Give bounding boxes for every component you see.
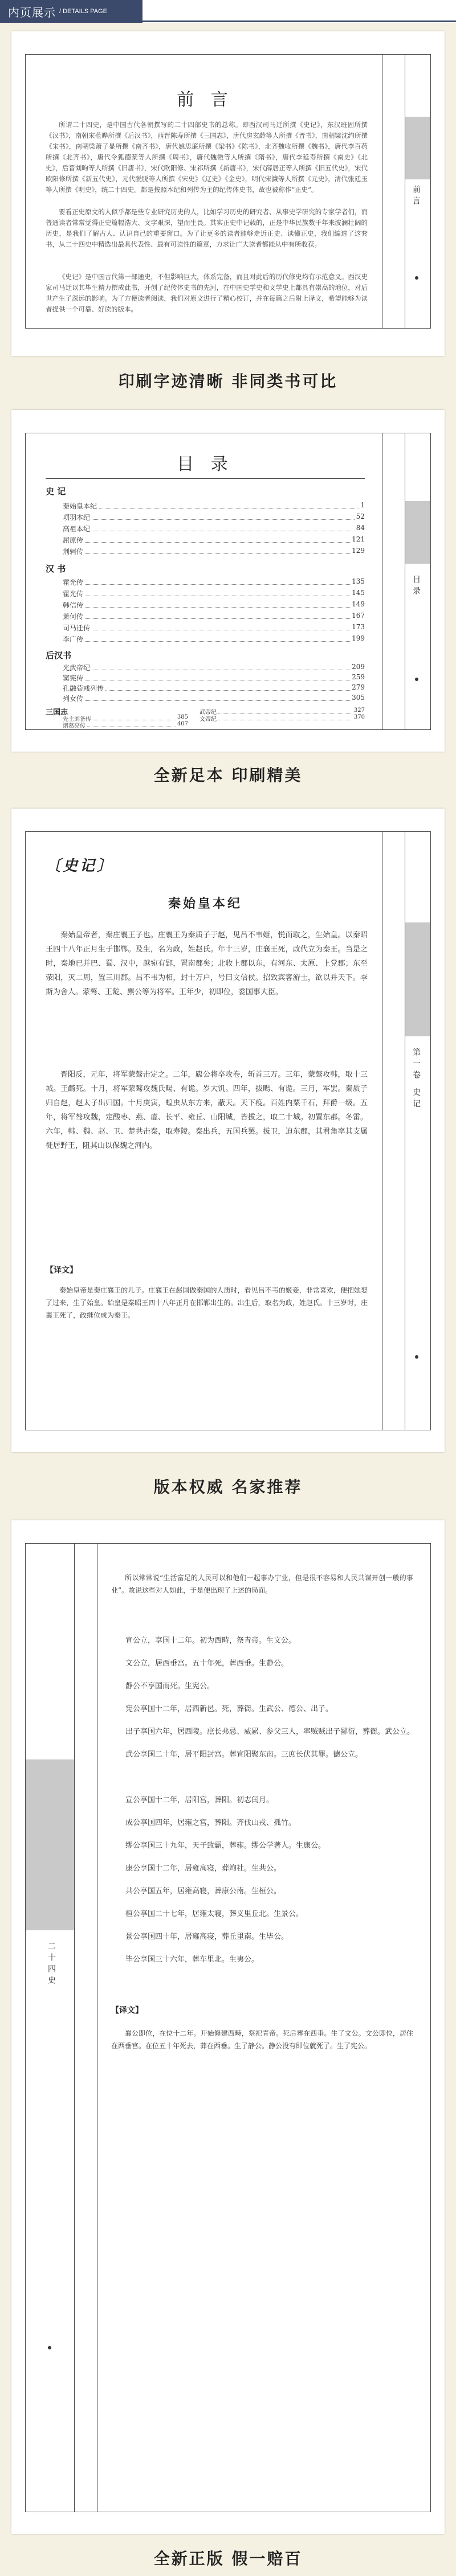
reign-line: 宪公享国十二年，居西新邑。死，葬衙。生武公、德公、出子。 <box>125 1705 333 1713</box>
toc-section: 汉 书 <box>46 564 66 574</box>
spine-label: 目录 <box>412 575 421 598</box>
reign-line: 武公享国二十年，居平阳封宫。葬宣阳聚东南。三庶长伏其罪。德公立。 <box>125 1750 363 1759</box>
translation-heading: 【译文】 <box>46 1266 78 1275</box>
toc-label: 武帝纪 <box>199 709 217 716</box>
translation-heading: 【译文】 <box>111 2006 143 2015</box>
preface-paragraph: 所谓二十四史，是中国古代各朝撰写的二十四部史书的总称。即西汉司马迁所撰《史记》，东汉班固所撰《汉书》，南朝宋范晔所撰《后汉书》，西晋陈寿所撰《三国志》，唐代房玄龄等人所撰《晋书》，南朝梁沈约所撰《宋书》，南朝梁萧子显所撰《南齐书》，唐代姚思廉所撰《梁书》《陈书》，北齐魏收所撰《魏书》，唐代李百药所撰《北齐书》，唐代令狐德棻等人所撰《周书》，唐代魏徵等人所撰《隋书》，唐代李延寿所撰《南史》《北史》，后晋刘昫等人所撰《旧唐书》，宋代欧阳修、宋祁所撰《新唐书》，宋代薛居正等人所撰《旧五代史》，宋代欧阳修所撰《新五代史》，元代脱脱等人所撰《宋史》《辽史》《金史》，明代宋濂等人所撰《元史》，清代张廷玉等人所撰《明史》，统二十四史。都是按照本纪和列传为主的纪传体史书，故也被称作“正史”。 <box>46 121 368 194</box>
translation-text: 襄公即位，在位十二年。开始修建西畤，祭祀青帝。死后葬在西垂。生了文公。文公即位，居住在西垂宫。在位五十年死去，葬在西垂。生了静公。静公没有即位就死了。生了宪公。 <box>111 2029 413 2050</box>
toc-page: 385 <box>177 714 188 720</box>
toc-page: 149 <box>352 600 365 608</box>
reign-line: 出子享国六年，居西陵。庶长弗忌、威累、参父三人，率贼贼出子鄙衍，葬衙。武公立。 <box>125 1728 415 1736</box>
reign-line: 共公享国五年，居雍高寝，葬康公南。生桓公。 <box>125 1887 282 1896</box>
toc-row[interactable] <box>63 612 365 621</box>
reign-line: 宣公享国十二年，居阳宫，葬阳。初志闰月。 <box>125 1796 274 1804</box>
page-title: 目 录 <box>177 454 234 474</box>
spine-label: 前言 <box>412 185 421 208</box>
reign-line: 成公享国四年，居雍之宫，葬阳。齐伐山戎、孤竹。 <box>125 1819 296 1827</box>
chapter-title: 秦始皇本纪 <box>168 896 242 911</box>
toc-section: 三国志 <box>46 708 68 717</box>
header-title: 内页展示 <box>8 5 56 19</box>
toc-label: 霍光传 <box>63 579 84 586</box>
chapter-page <box>11 809 445 1452</box>
chapter-paragraph: 秦始皇帝者，秦庄襄王子也。庄襄王为秦质子于赵，见吕不韦姬，悦而取之，生始皇。以秦昭王四十八年正月生于邯郸。及生，名为政，姓赵氏。年十三岁，庄襄王死，政代立为秦王。当是之时，秦地已并巴、蜀、汉中，越宛有郢，置南郡矣；北收上郡以东，有河东、太原、上党郡；东至荥阳，灭二周，置三川郡。吕不韦为相，封十万户，号曰文信侯。招致宾客游士，欲以并天下。李斯为舍人。蒙骜、王龁、麃公等为将军。王年少，初即位，委国事大臣。 <box>46 931 368 996</box>
toc-page: 173 <box>352 623 365 631</box>
toc-page: 129 <box>352 547 365 555</box>
spine-dot <box>415 276 418 280</box>
reign-line: 缪公享国三十九年，天子致霸，葬雍。缪公学著人。生康公。 <box>125 1841 326 1850</box>
toc-leader <box>93 714 176 720</box>
toc-page: 84 <box>356 524 365 532</box>
spine-marker <box>405 117 430 179</box>
toc-leader <box>218 714 352 720</box>
toc-row[interactable] <box>63 501 365 511</box>
toc-label: 屈原传 <box>63 536 84 544</box>
content-page <box>11 1520 445 2534</box>
toc-leader <box>87 721 176 727</box>
reign-line: 文公立，居西垂宫。五十年死，葬西垂。生静公。 <box>125 1659 289 1668</box>
toc-row[interactable] <box>63 512 365 522</box>
toc-page: 145 <box>352 589 365 597</box>
toc-row[interactable] <box>63 600 365 610</box>
caption-1: 印刷字迹清晰 非同类书可比 <box>118 372 338 391</box>
toc-label: 韩信传 <box>63 601 84 609</box>
toc-label: 列女传 <box>63 695 84 703</box>
toc-page: 259 <box>352 673 365 681</box>
toc-leader <box>105 683 350 691</box>
toc-leader <box>85 673 350 680</box>
toc-leader <box>92 512 355 520</box>
reign-line: 静公不享国而死。生宪公。 <box>125 1682 215 1691</box>
spine-dot <box>415 1355 418 1359</box>
toc-row[interactable] <box>63 663 365 672</box>
toc-leader <box>85 589 350 596</box>
header-tab <box>0 0 142 23</box>
toc-leader <box>92 524 355 531</box>
toc-leader <box>218 707 352 713</box>
toc-page: 135 <box>352 577 365 585</box>
spine-label: 第一卷 史记 <box>412 1048 421 1111</box>
toc-section: 史 记 <box>46 486 66 497</box>
reign-line: 桓公享国二十七年，居雍太寝，葬义里丘北。生景公。 <box>125 1910 304 1918</box>
toc-leader <box>92 663 350 670</box>
toc-page: 407 <box>177 721 188 727</box>
translation-text: 秦始皇帝是秦庄襄王的儿子。庄襄王在赵国做秦国的人质时，看见吕不韦的姬妾，非常喜欢，便把她娶了过来，生了始皇。始皇是秦昭王四十八年正月在邯郸出生的。出生后，取名为政，姓赵氏。十三岁时，庄襄王死了，政继位成为秦王。 <box>46 1286 368 1319</box>
reign-line: 宣公立，享国十二年。初为西畤，祭青帝。生文公。 <box>125 1636 296 1645</box>
toc-leader <box>85 634 350 642</box>
preface-paragraph: 要看正史原文的人似乎都是些专业研究历史的人，比如学习历史的研究者、从事史学研究的专家学者们，而普通读者常常觉得正史篇幅浩大、文字艰深，望而生畏。其实正史中记载的，正是中华民族数千年来波澜壮阔的历史，是我们了解古人、认识自己的重要窗口。为了让更多的读者能够走近正史、读懂正史，我们编选了这套书，从二十四史中精选出最具代表性、最有可读性的篇章，力求让广大读者都能从中有所收获。 <box>46 208 368 248</box>
top-header <box>0 0 456 23</box>
reign-line: 景公享国四十年，居雍高寝，葬丘里南。生毕公。 <box>125 1933 289 1941</box>
toc-page: 370 <box>353 714 365 720</box>
toc-page: 327 <box>353 707 365 713</box>
spine-line <box>74 1543 75 2512</box>
reign-line: 康公享国十二年，居雍高寝，葬竘社。生共公。 <box>125 1864 282 1873</box>
toc-label: 霍光传 <box>63 590 84 598</box>
toc-label: 司马迁传 <box>63 624 91 632</box>
toc-row[interactable] <box>63 673 365 683</box>
toc-section: 后汉书 <box>46 650 72 661</box>
toc-label: 窦宪传 <box>63 674 84 682</box>
toc-row[interactable] <box>63 524 365 534</box>
spine-marker <box>26 1759 74 1930</box>
toc-row[interactable] <box>63 721 188 729</box>
toc-label: 先主刘备传 <box>63 716 91 723</box>
page-title: 前 言 <box>177 90 234 110</box>
toc-row[interactable] <box>63 535 365 545</box>
toc-leader <box>85 547 350 554</box>
spine-marker <box>405 501 430 564</box>
toc-label: 高祖本纪 <box>63 525 91 533</box>
toc-page <box>11 410 445 752</box>
caption-3: 版本权威 名家推荐 <box>153 1478 303 1496</box>
spine-dot <box>415 678 418 681</box>
toc-label: 光武帝纪 <box>63 664 91 672</box>
toc-leader <box>99 501 359 508</box>
toc-leader <box>85 535 350 543</box>
toc-page: 199 <box>352 634 365 642</box>
toc-page: 279 <box>352 683 365 691</box>
section-label: 〔史记〕 <box>46 858 115 875</box>
title-rule <box>46 478 365 479</box>
toc-page: 1 <box>360 501 365 509</box>
toc-label: 李广传 <box>63 635 84 643</box>
reign-line: 毕公享国三十六年，葬车里北。生夷公。 <box>125 1955 259 1964</box>
toc-leader <box>92 623 350 630</box>
toc-row[interactable] <box>63 694 365 703</box>
spine-label: 二十四史 <box>47 1942 56 1987</box>
toc-row[interactable] <box>199 714 365 723</box>
intro-paragraph: 所以常常说“生活富足的人民可以和他们一起事办宁业，但是很不容易和人民共谋开创一般的事业”。故说这些对人如此，于是便出现了上述的局面。 <box>111 1574 413 1594</box>
toc-page: 305 <box>352 694 365 702</box>
toc-row[interactable] <box>63 589 365 598</box>
spine-dot <box>48 2346 51 2349</box>
toc-label: 项羽本纪 <box>63 514 91 522</box>
spine-marker <box>405 922 430 1036</box>
toc-page: 209 <box>352 663 365 671</box>
toc-leader <box>85 694 350 701</box>
preface-page <box>11 31 445 356</box>
toc-page: 52 <box>356 512 365 520</box>
chapter-paragraph: 晋阳反，元年，将军蒙骜击定之。二年，麃公将卒攻卷，斩首三万。三年，蒙骜攻韩，取十三城。王齮死。十月，将军蒙骜攻魏氏畼、有诡。岁大饥。四年，拔畼、有诡。三月，军罢。秦质子归自赵，赵太子出归国。十月庚寅，蝗虫从东方来，蔽天。天下疫。百姓内粟千石，拜爵一级。五年，将军骜攻魏，定酸枣、燕、虚、长平、雍丘、山阳城，皆拔之，取二十城。初置东郡。冬雷。六年，韩、魏、赵、卫、楚共击秦，取寿陵。秦出兵，五国兵罢。拔卫，迫东郡，其君角率其支属徙居野王，阻其山以保魏之河内。 <box>46 1070 368 1150</box>
toc-page: 121 <box>352 535 365 543</box>
toc-row[interactable] <box>63 634 365 644</box>
caption-2: 全新足本 印刷精美 <box>153 766 303 785</box>
toc-label: 文帝纪 <box>199 716 217 723</box>
toc-row[interactable] <box>63 623 365 633</box>
preface-paragraph: 《史记》是中国古代第一部通史，不但影响巨大，体系完备，而且对此后的历代修史均有示范意义。西汉史家司马迁以其毕生精力撰成此书，开创了纪传体史书的先河，在中国史学史和文学史上都具有崇高的地位，对后世产生了深远的影响。为了方便读者阅读，我们对原文进行了精心校订，并在每篇之后附上译文，希望能够为读者提供一个可靠、好读的版本。 <box>46 273 368 313</box>
toc-row[interactable] <box>63 547 365 556</box>
toc-leader <box>85 600 350 608</box>
toc-label: 荆轲传 <box>63 548 84 556</box>
toc-label: 孔融荀彧列传 <box>63 684 104 692</box>
toc-page: 167 <box>352 612 365 620</box>
toc-leader <box>85 612 350 619</box>
caption-4: 全新正版 假一赔百 <box>153 2549 303 2568</box>
header-subtitle: / DETAILS PAGE <box>59 8 107 15</box>
toc-label: 秦始皇本纪 <box>63 502 97 510</box>
toc-row[interactable] <box>63 683 365 693</box>
toc-row[interactable] <box>63 577 365 587</box>
toc-label: 萧何传 <box>63 613 84 621</box>
header-rule <box>142 20 456 22</box>
toc-label: 诸葛亮传 <box>63 723 85 729</box>
toc-leader <box>85 577 350 585</box>
